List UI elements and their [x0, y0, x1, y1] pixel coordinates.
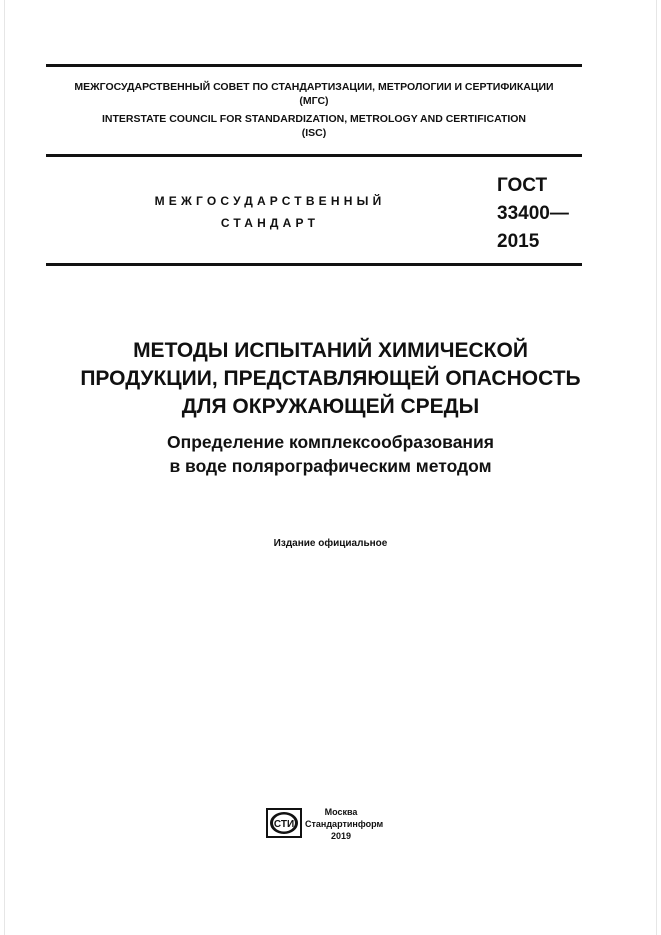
publisher-name: Стандартинформ	[305, 819, 384, 829]
council-ru-abbr: (МГС)	[299, 95, 329, 107]
council-ru	[46, 80, 582, 108]
publisher-block	[305, 806, 384, 842]
edition-label: Издание официальное	[273, 538, 388, 549]
document-subtitle	[40, 430, 621, 478]
logo-text: СТИ	[273, 819, 295, 830]
council-en-abbr: (ISC)	[301, 127, 327, 139]
council-en	[46, 112, 582, 140]
standartinform-logo-icon	[266, 808, 302, 838]
council-ru-name: МЕЖГОСУДАРСТВЕННЫЙ СОВЕТ ПО СТАНДАРТИЗАЦИИ, МЕТРОЛОГИИ И СЕРТИФИКАЦИИ	[74, 81, 554, 93]
designation-rule	[46, 263, 582, 266]
subtitle-line1: Определение комплексообразования	[167, 432, 494, 452]
title-line3: ДЛЯ ОКРУЖАЮЩЕЙ СРЕДЫ	[181, 395, 480, 418]
standard-kind	[120, 190, 420, 234]
council-en-name: INTERSTATE COUNCIL FOR STANDARDIZATION, METROLOGY AND CERTIFICATION	[101, 113, 527, 125]
publisher-city: Москва	[324, 807, 358, 817]
gost-number: 33400—	[497, 203, 569, 224]
document-title	[40, 337, 621, 421]
standard-kind-line2: СТАНДАРТ	[220, 216, 320, 230]
gost-designation	[497, 172, 569, 256]
title-line2: ПРОДУКЦИИ, ПРЕДСТАВЛЯЮЩЕЙ ОПАСНОСТЬ	[80, 367, 581, 390]
gost-year: 2015	[497, 231, 540, 252]
top-rule	[46, 64, 582, 67]
subtitle-line2: в воде полярографическим методом	[169, 456, 492, 476]
standard-kind-line1: МЕЖГОСУДАРСТВЕННЫЙ	[154, 194, 386, 208]
publisher-year: 2019	[330, 831, 352, 841]
gost-label: ГОСТ	[497, 175, 548, 196]
title-line1: МЕТОДЫ ИСПЫТАНИЙ ХИМИЧЕСКОЙ	[133, 339, 528, 362]
header-rule	[46, 154, 582, 157]
